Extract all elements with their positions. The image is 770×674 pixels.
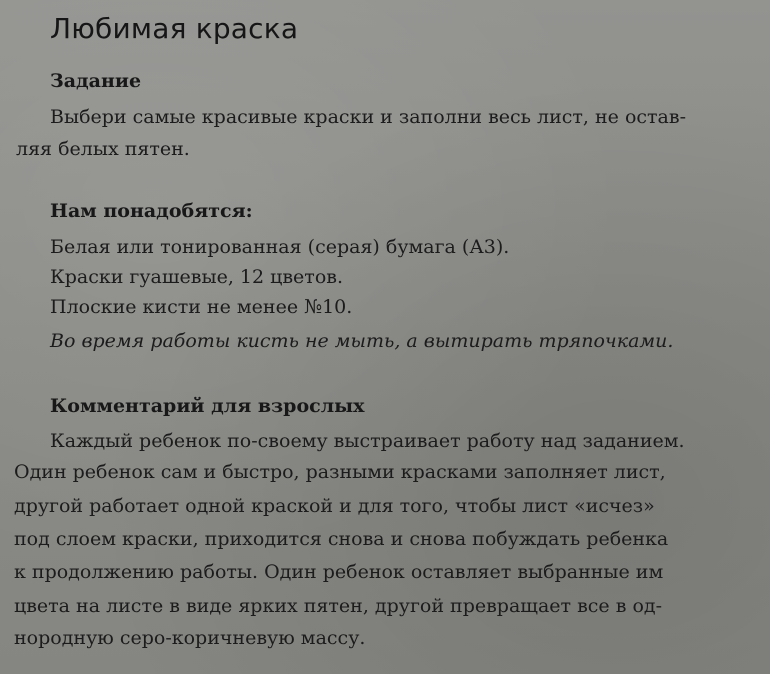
comment-line-3: другой работает одной краской и для того, чтобы лист «исчез»	[14, 495, 655, 517]
comment-line-5: к продолжению работы. Один ребенок оставляет выбранные им	[14, 561, 664, 583]
comment-line-1: Каждый ребенок по-своему выстраивает работу над заданием.	[50, 430, 685, 452]
task-heading: Задание	[50, 70, 142, 92]
materials-heading: Нам понадобятся:	[50, 200, 253, 222]
materials-item-2: Краски гуашевые, 12 цветов.	[50, 266, 343, 288]
page-title: Любимая краска	[50, 12, 299, 45]
materials-item-1: Белая или тонированная (серая) бумага (А3).	[50, 236, 510, 258]
comment-line-6: цвета на листе в виде ярких пятен, другой превращает все в од-	[14, 595, 663, 617]
materials-item-3: Плоские кисти не менее №10.	[50, 296, 353, 318]
comment-line-4: под слоем краски, приходится снова и снова побуждать ребенка	[14, 528, 669, 550]
materials-note: Во время работы кисть не мыть, а вытирать тряпочками.	[50, 330, 674, 352]
comment-heading: Комментарий для взрослых	[50, 395, 365, 417]
comment-line-7: нородную серо-коричневую массу.	[14, 627, 366, 649]
comment-line-2: Один ребенок сам и быстро, разными красками заполняет лист,	[14, 461, 666, 483]
task-line-2: ляя белых пятен.	[16, 138, 190, 160]
task-line-1: Выбери самые красивые краски и заполни весь лист, не остав-	[50, 106, 686, 128]
